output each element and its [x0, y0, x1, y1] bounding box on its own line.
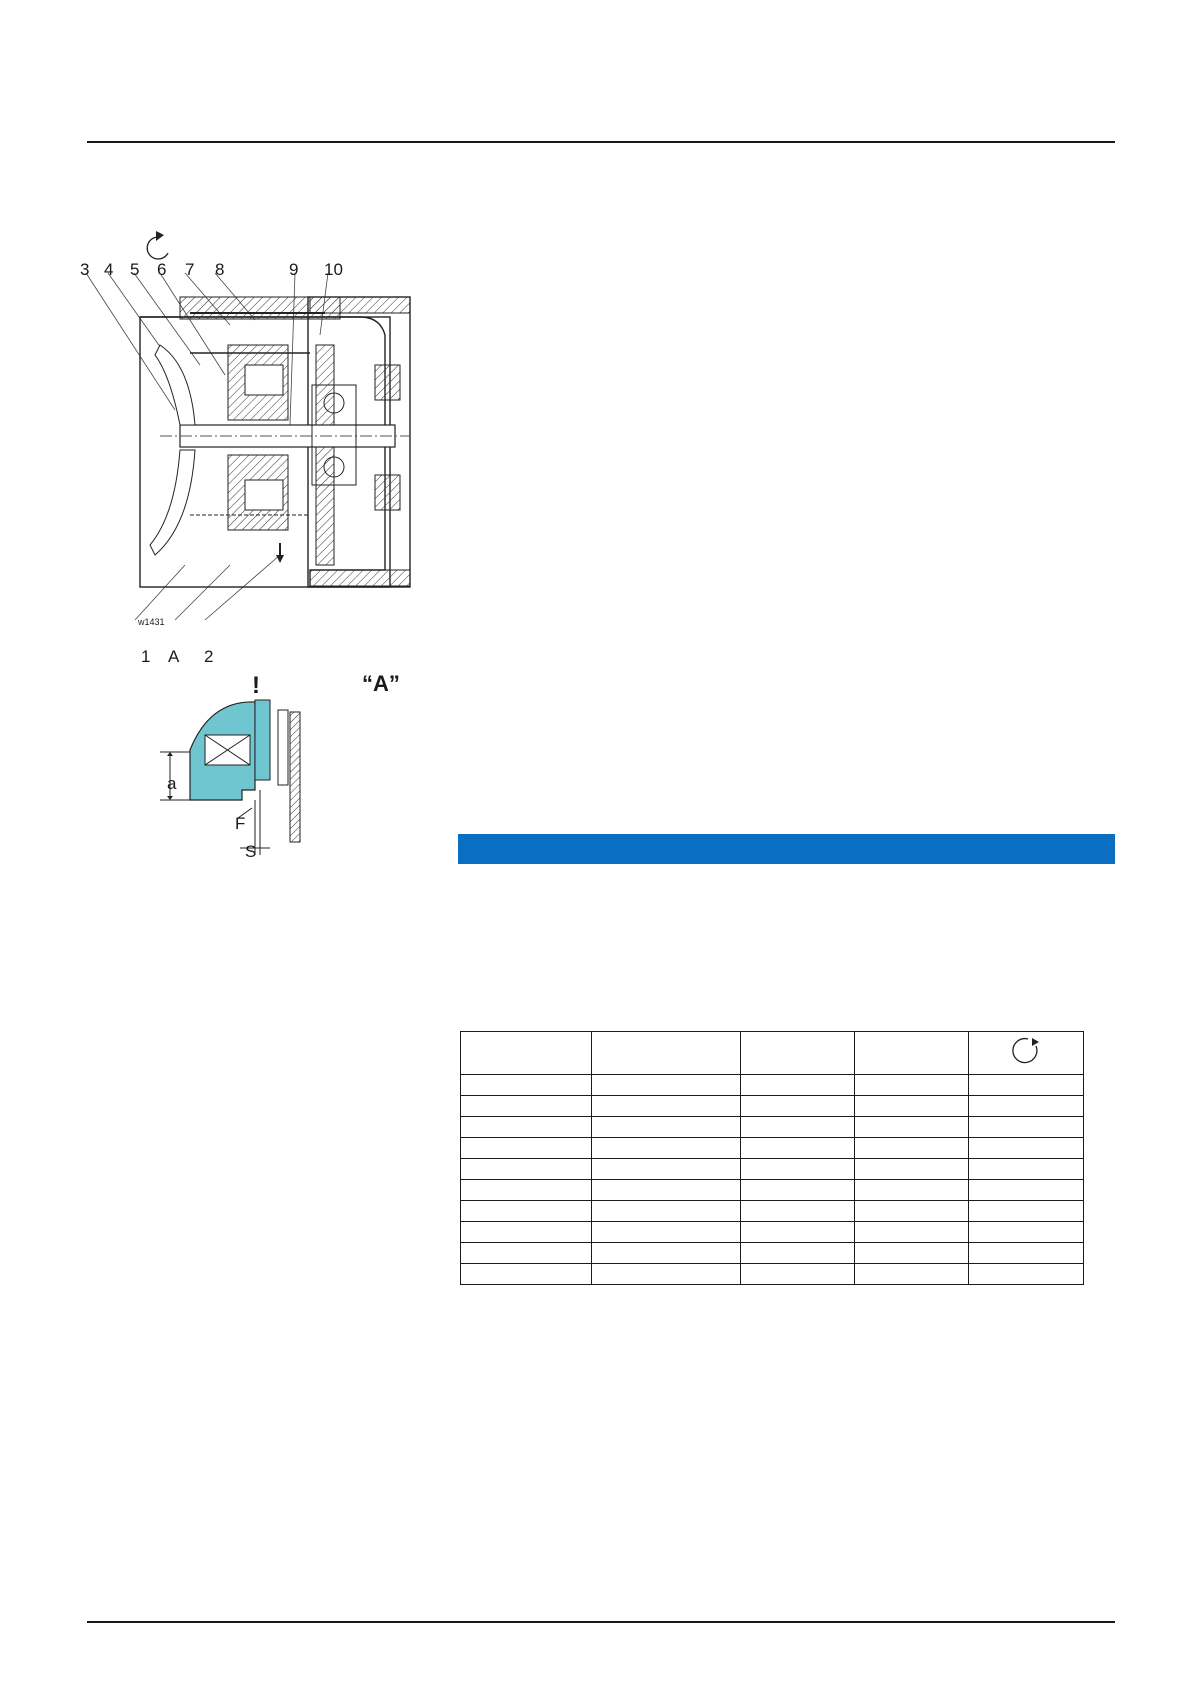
callout-1: 1	[141, 647, 151, 666]
warning-mark: !	[252, 672, 260, 699]
brake-cross-section-figure	[80, 225, 420, 645]
table-row	[461, 1180, 1084, 1201]
specification-table	[460, 1031, 1084, 1285]
table-row	[461, 1138, 1084, 1159]
detail-a-figure	[160, 690, 360, 860]
callout-6: 6	[157, 260, 167, 279]
table-row	[461, 1096, 1084, 1117]
drawing-code: w1431	[138, 617, 165, 627]
rotation-arrow-icon	[147, 231, 168, 259]
dimension-a: a	[167, 774, 177, 793]
table-row	[461, 1075, 1084, 1096]
callout-2: 2	[204, 647, 214, 666]
callout-A: A	[168, 647, 180, 666]
table-row	[461, 1117, 1084, 1138]
table-row	[461, 1201, 1084, 1222]
section-heading-bar	[458, 834, 1115, 864]
detail-title: “A”	[362, 671, 400, 696]
footer-rule	[87, 1621, 1115, 1623]
callout-7: 7	[185, 260, 195, 279]
dimension-S: S	[245, 842, 257, 861]
callout-10: 10	[324, 260, 343, 279]
callout-5: 5	[130, 260, 140, 279]
table-row	[461, 1222, 1084, 1243]
dimension-F: F	[235, 814, 246, 833]
callout-4: 4	[104, 260, 114, 279]
table-header-row	[461, 1032, 1084, 1075]
callout-8: 8	[215, 260, 225, 279]
header-rule	[87, 141, 1115, 143]
callout-9: 9	[289, 260, 299, 279]
table-row	[461, 1159, 1084, 1180]
table-row	[461, 1243, 1084, 1264]
callout-3: 3	[80, 260, 90, 279]
table-row	[461, 1264, 1084, 1285]
rotation-arrow-icon	[1006, 1034, 1046, 1068]
